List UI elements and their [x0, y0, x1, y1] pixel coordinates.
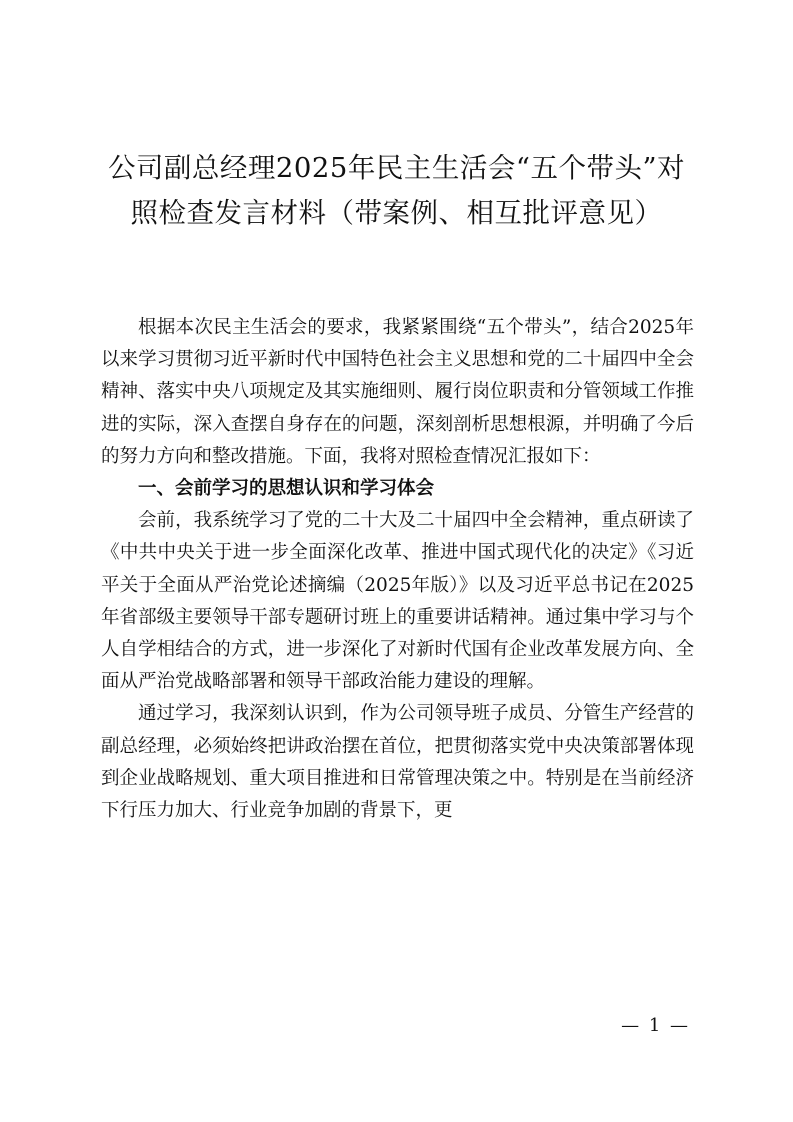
document-body — [101, 312, 694, 827]
intro-paragraph: 根据本次民主生活会的要求，我紧紧围绕“五个带头”，结合2025年以来学习贯彻习近平新时代中国特色社会主义思想和党的二十届四中全会精神、落实中央八项规定及其实施细则、履行岗位职责和分管领域工作推进的实际，深入查摆自身存在的问题，深刻剖析思想根源，并明确了今后的努力方向和整改措施。下面，我将对照检查情况汇报如下： — [101, 317, 694, 467]
section-heading: 一、会前学习的思想认识和学习体会 — [138, 478, 435, 500]
body-paragraph: 通过学习，我深刻认识到，作为公司领导班子成员、分管生产经营的副总经理，必须始终把讲政治摆在首位，把贯彻落实党中央决策部署体现到企业战略规划、重大项目推进和日常管理决策之中。特别是在当前经济下行压力加大、行业竞争加剧的背景下，更 — [101, 703, 694, 822]
page-number: — 1 — — [621, 1015, 690, 1036]
body-paragraph: 会前，我系统学习了党的二十大及二十届四中全会精神，重点研读了《中共中央关于进一步全面深化改革、推进中国式现代化的决定》《习近平关于全面从严治党论述摘编（2025年版）》以及习近平总书记在2025年省部级主要领导干部专题研讨班上的重要讲话精神。通过集中学习与个人自学相结合的方式，进一步深化了对新时代国有企业改革发展方向、全面从严治党战略部署和领导干部政治能力建设的理解。 — [101, 510, 694, 693]
document-title: 公司副总经理2025年民主生活会“五个带头”对照检查发言材料（带案例、相互批评意见） — [107, 152, 686, 229]
